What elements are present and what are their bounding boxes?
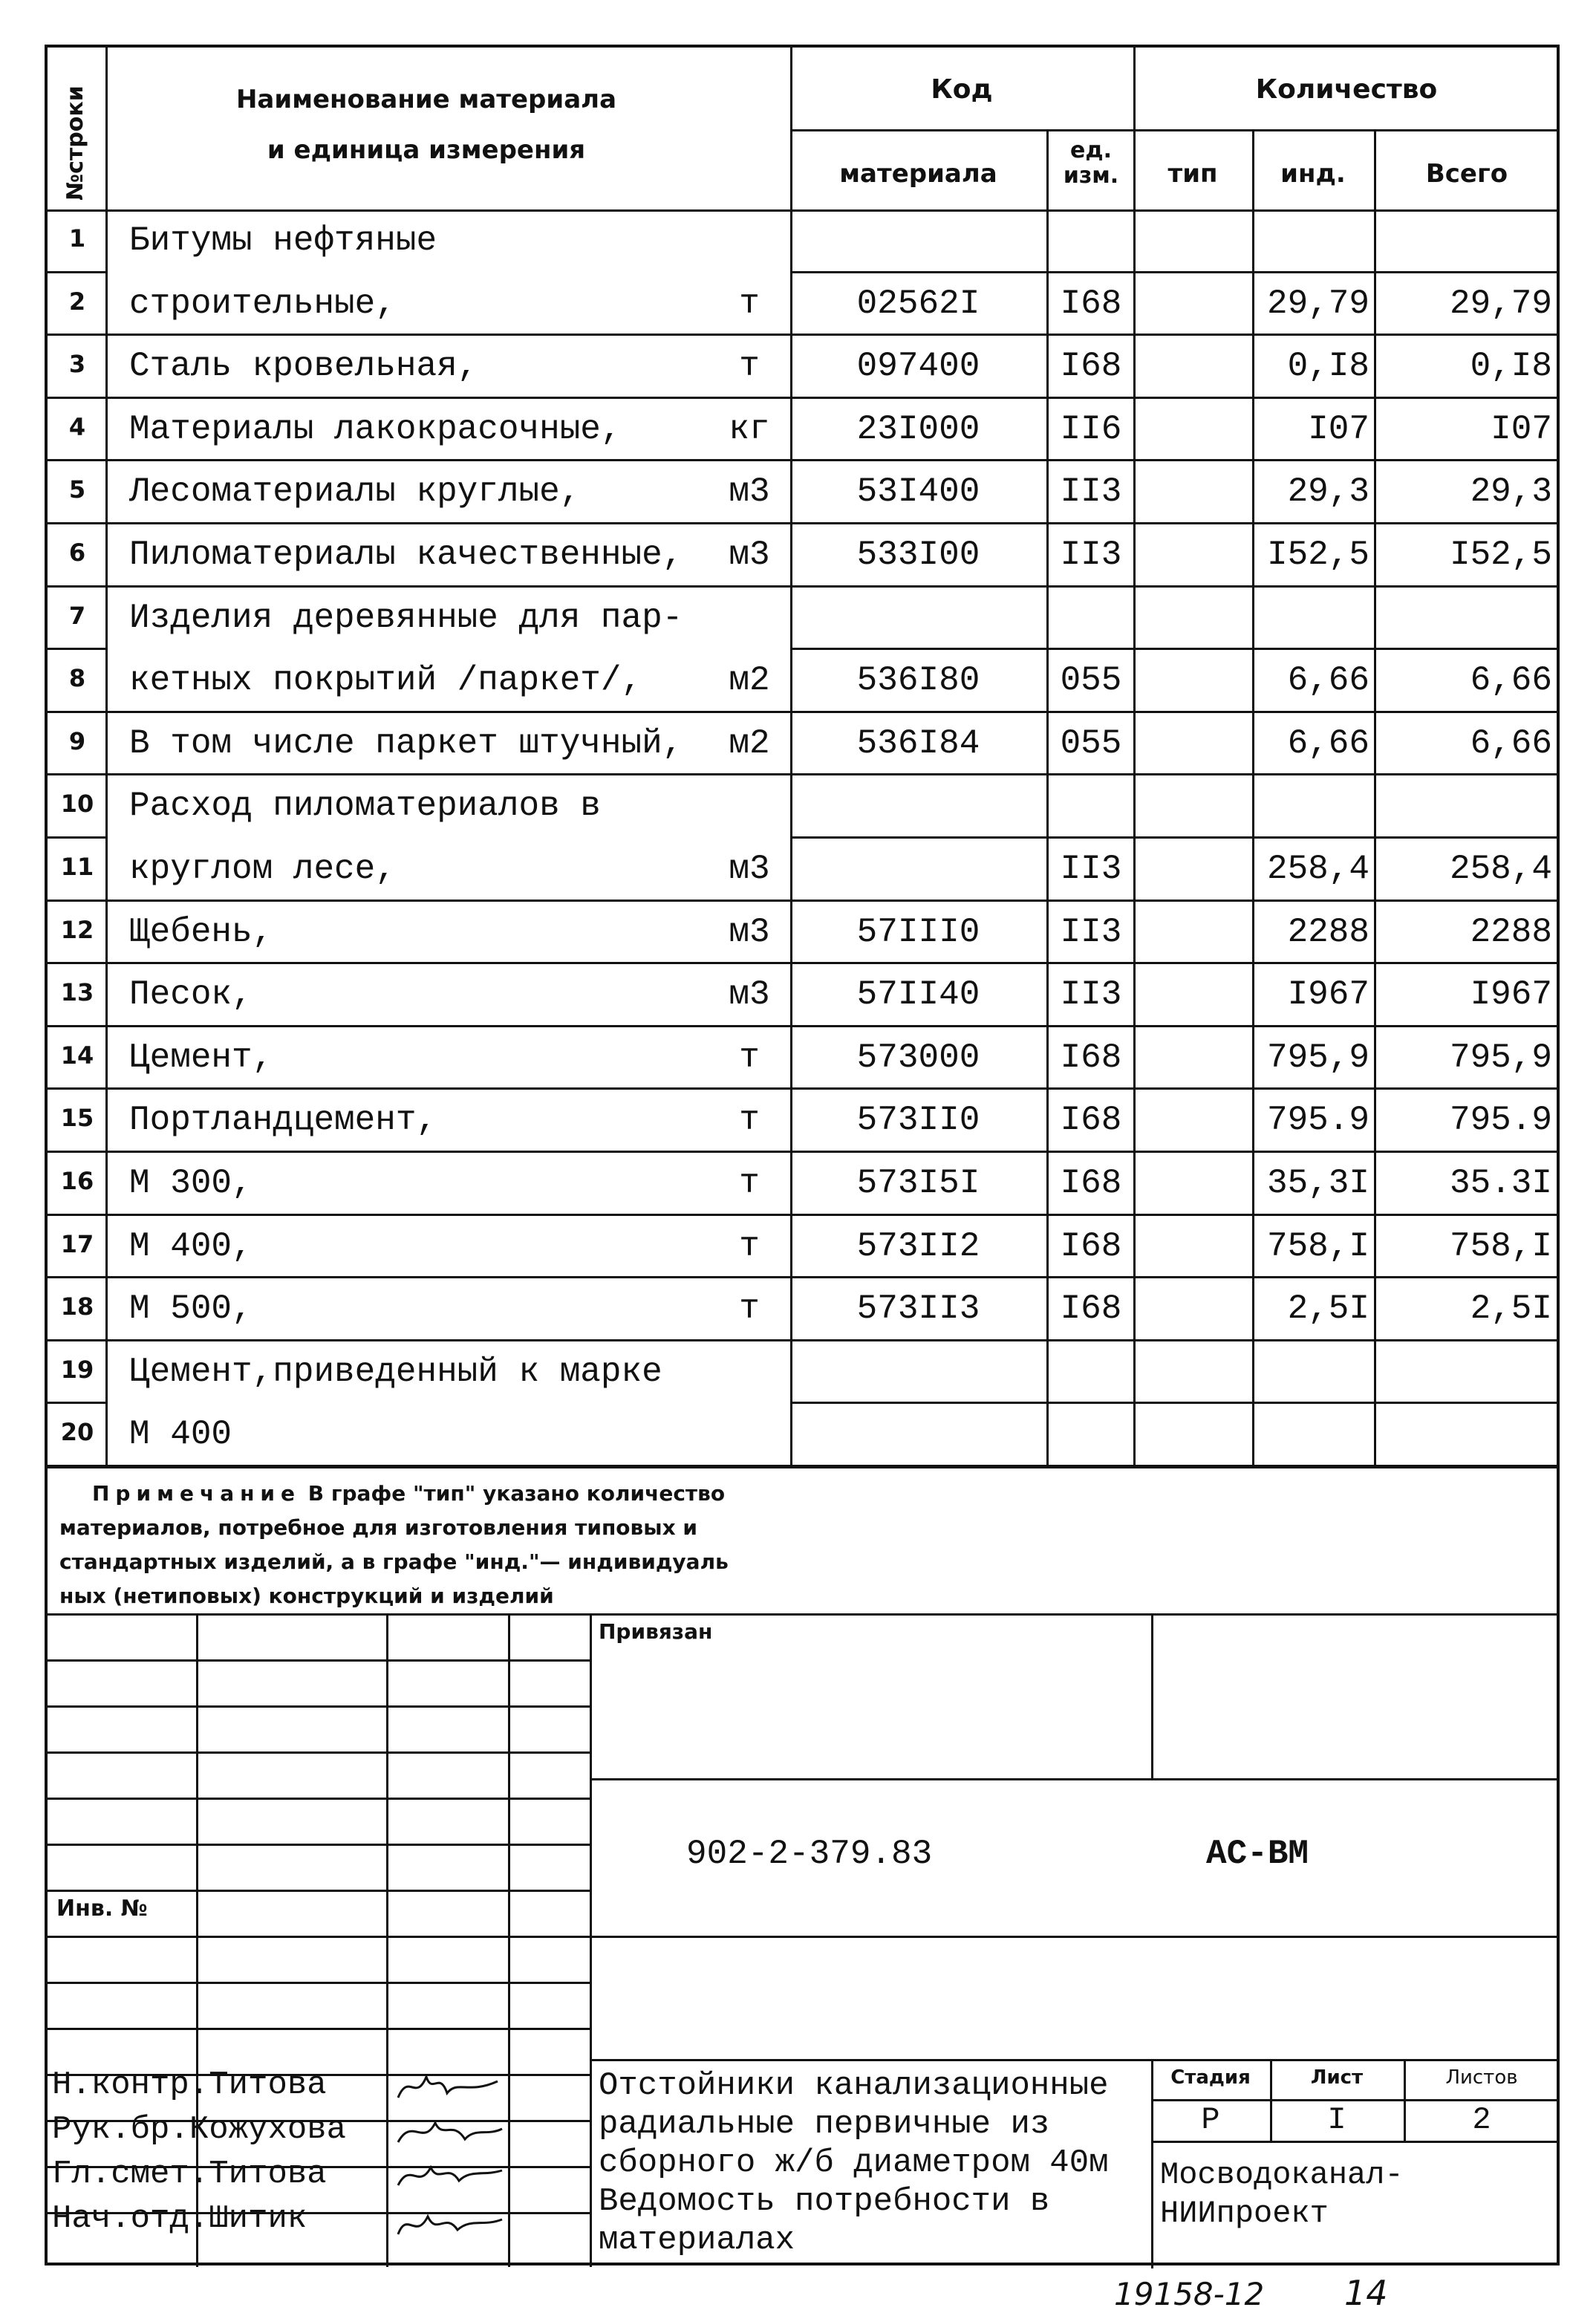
unit-code: II3 <box>1060 536 1122 574</box>
sheet-label: Лист <box>1310 2066 1364 2089</box>
sheets-value: 2 <box>1472 2102 1491 2138</box>
signer-2-name: Кожухова <box>189 2111 347 2148</box>
signer-3-role: Гл.смет. <box>52 2156 209 2193</box>
material-name: Песок, <box>129 975 253 1015</box>
row-number: 19 <box>60 1355 94 1384</box>
signer-4-name: Шитик <box>209 2200 307 2237</box>
table-bottom-line <box>48 1466 1560 1468</box>
unit-code: I68 <box>1060 1289 1122 1329</box>
material-code: 533I00 <box>856 536 980 574</box>
stamp-top-line <box>48 1613 1560 1616</box>
organization <box>1160 2156 1404 2233</box>
table-row <box>48 838 1560 901</box>
qty-individual: 2,5I <box>1287 1289 1369 1329</box>
signer-1-name: Титова <box>209 2066 327 2104</box>
row-number: 16 <box>60 1167 94 1195</box>
qty-individual: 795,9 <box>1266 1038 1369 1077</box>
stamp-stage-divider <box>1151 2099 1560 2101</box>
material-unit: т <box>739 1038 760 1077</box>
table-row <box>48 461 1560 524</box>
qty-individual: 6,66 <box>1287 723 1369 763</box>
table-row <box>48 775 1560 838</box>
qty-total: I52,5 <box>1449 536 1552 574</box>
row-number: 6 <box>68 539 86 567</box>
signer-1 <box>52 2066 327 2104</box>
qty-total: 795,9 <box>1449 1038 1552 1077</box>
qty-individual: 795.9 <box>1266 1101 1369 1140</box>
qty-individual: 29,3 <box>1287 472 1369 512</box>
unit-code: I68 <box>1060 1226 1122 1266</box>
material-unit: т <box>739 1289 760 1329</box>
material-name: М 300, <box>129 1164 253 1203</box>
material-code: 573II0 <box>856 1101 980 1140</box>
drawing-title-line4: Ведомость потребности в <box>599 2183 1050 2220</box>
row-number: 2 <box>68 287 86 316</box>
stamp-grid-row <box>48 1890 590 1892</box>
material-unit: м2 <box>729 723 770 763</box>
table-row <box>48 901 1560 964</box>
material-name: Цемент,приведенный к марке <box>129 1352 662 1391</box>
row-number: 17 <box>60 1229 94 1258</box>
stage-label: Стадия <box>1170 2066 1251 2089</box>
qty-total: 258,4 <box>1449 850 1552 888</box>
drawing-title-line2: радиальные первичные из <box>599 2106 1050 2143</box>
material-unit: м3 <box>729 536 770 574</box>
qty-individual: 758,I <box>1266 1226 1369 1266</box>
material-code: 02562I <box>856 284 980 323</box>
table-row <box>48 524 1560 587</box>
privyazan-label: Привязан <box>599 1619 713 1644</box>
stamp-title-top <box>590 2059 1560 2061</box>
stamp-org-top <box>1151 2141 1560 2143</box>
material-code: 57II40 <box>856 975 980 1015</box>
qty-individual: 29,79 <box>1266 284 1369 323</box>
table-row <box>48 273 1560 336</box>
material-name: М 400, <box>129 1226 253 1266</box>
qty-individual: I07 <box>1308 409 1369 449</box>
row-number: 3 <box>68 350 86 379</box>
stamp-code-top <box>590 1778 1560 1780</box>
stamp-col4 <box>590 1613 592 2267</box>
table-row <box>48 1215 1560 1278</box>
row-number: 12 <box>60 915 94 944</box>
material-code: 097400 <box>856 347 980 386</box>
organization-line2: НИИпроект <box>1160 2196 1329 2231</box>
stamp-grid-row <box>48 1659 590 1662</box>
unit-code: I68 <box>1060 347 1122 386</box>
header-qty-type: тип <box>1167 159 1218 189</box>
qty-total: 2,5I <box>1470 1289 1552 1329</box>
table-row <box>48 587 1560 650</box>
material-code: 573II2 <box>856 1226 980 1266</box>
header-divider <box>790 129 1560 131</box>
header-row-number: №строки <box>62 85 88 201</box>
material-code: 23I000 <box>856 409 980 449</box>
table-row <box>48 649 1560 712</box>
row-number: 14 <box>60 1041 94 1070</box>
note-line4: ных (нетиповых) конструкций и изделий <box>59 1584 554 1608</box>
signature-marks <box>394 2065 505 2258</box>
material-unit: м3 <box>729 472 770 512</box>
header-name-line2: и единица измерения <box>267 135 586 165</box>
row-number: 5 <box>68 475 86 504</box>
signer-4-role: Нач.отд. <box>52 2200 209 2237</box>
material-unit: м3 <box>729 912 770 952</box>
signer-2 <box>52 2111 346 2148</box>
material-code: 573I5I <box>856 1164 980 1203</box>
material-name: кетных покрытий /паркет/, <box>129 661 642 700</box>
header-code-material: материала <box>839 159 997 189</box>
drawing-title <box>599 2066 1109 2260</box>
qty-individual: I52,5 <box>1266 536 1369 574</box>
qty-individual: 2288 <box>1287 912 1369 952</box>
row-number: 11 <box>60 853 94 881</box>
material-name: Портландцемент, <box>129 1101 437 1140</box>
material-name: Расход пиломатериалов в <box>129 787 601 826</box>
signer-3 <box>52 2156 327 2193</box>
stamp-code-bottom <box>590 1936 1560 1938</box>
page-number: 14 <box>1344 2273 1388 2313</box>
material-code: 53I400 <box>856 472 980 512</box>
material-name: Сталь кровельная, <box>129 347 478 386</box>
qty-total: 29,3 <box>1470 472 1552 512</box>
unit-code: I68 <box>1060 1038 1122 1077</box>
qty-total: 35.3I <box>1449 1164 1552 1203</box>
archive-number: 19158-12 <box>1114 2276 1265 2312</box>
material-name: Цемент, <box>129 1038 273 1077</box>
signer-2-role: Рук.бр. <box>52 2111 189 2148</box>
qty-total: 6,66 <box>1470 723 1552 763</box>
row-number: 9 <box>68 726 86 755</box>
row-number: 1 <box>68 224 86 253</box>
drawing-title-line5: материалах <box>599 2222 795 2259</box>
material-name: круглом лесе, <box>129 850 396 888</box>
material-name: В том числе паркет штучный, <box>129 723 683 763</box>
unit-code: 055 <box>1060 723 1122 763</box>
sheet-value: I <box>1327 2102 1346 2138</box>
material-code: 573000 <box>856 1038 980 1077</box>
header-code-unit: ед. изм. <box>1063 137 1119 189</box>
signer-4 <box>52 2200 307 2237</box>
stage-value: Р <box>1201 2102 1220 2138</box>
material-unit: кг <box>729 409 770 449</box>
table-row <box>48 712 1560 775</box>
qty-individual: 258,4 <box>1266 850 1369 888</box>
material-name: М 500, <box>129 1289 253 1329</box>
material-unit: м3 <box>729 975 770 1015</box>
qty-total: 758,I <box>1449 1226 1552 1266</box>
qty-total: I07 <box>1491 409 1552 449</box>
unit-code: II3 <box>1060 472 1122 512</box>
qty-total: 6,66 <box>1470 661 1552 700</box>
row-number: 8 <box>68 664 86 693</box>
table-row <box>48 398 1560 461</box>
stamp-stage-col <box>1151 2059 1153 2268</box>
stamp-col2 <box>386 1613 388 2267</box>
row-number: 7 <box>68 601 86 630</box>
stamp-grid-row <box>48 2028 590 2030</box>
stamp-grid-row <box>48 1705 590 1708</box>
stamp-grid-row <box>48 1936 590 1938</box>
document-code: 902-2-379.83 <box>686 1835 933 1873</box>
unit-code: I68 <box>1060 1164 1122 1203</box>
document-sheet <box>45 45 1560 2265</box>
qty-individual: 6,66 <box>1287 661 1369 700</box>
qty-total: 2288 <box>1470 912 1552 952</box>
note-text1: В графе "тип" указано количество <box>307 1481 726 1506</box>
qty-total: I967 <box>1470 975 1552 1015</box>
stamp-col3 <box>508 1613 510 2267</box>
unit-code: I68 <box>1060 1101 1122 1140</box>
note-title: Примечание <box>92 1481 302 1506</box>
material-name: Изделия деревянные для пар- <box>129 598 683 637</box>
material-code: 57III0 <box>856 912 980 952</box>
table-row <box>48 209 1560 273</box>
unit-code: II3 <box>1060 850 1122 888</box>
qty-individual: 35,3I <box>1266 1164 1369 1203</box>
table-row <box>48 1027 1560 1090</box>
signer-3-name: Титова <box>209 2156 327 2193</box>
unit-code: 055 <box>1060 661 1122 700</box>
material-name: Материалы лакокрасочные, <box>129 409 622 449</box>
table-row <box>48 1152 1560 1215</box>
qty-individual: 0,I8 <box>1287 347 1369 386</box>
unit-code: II3 <box>1060 975 1122 1015</box>
material-code: 536I80 <box>856 661 980 700</box>
note-line2: материалов, потребное для изготовления типовых и <box>59 1515 697 1540</box>
qty-total: 0,I8 <box>1470 347 1552 386</box>
material-name: Пиломатериалы качественные, <box>129 536 683 574</box>
document-mark: АС-ВМ <box>1206 1835 1309 1873</box>
unit-code: I68 <box>1060 284 1122 323</box>
drawing-title-line3: сборного ж/б диаметром 40м <box>599 2144 1109 2182</box>
stamp-grid-row <box>48 1844 590 1846</box>
signer-1-role: Н.контр. <box>52 2066 209 2104</box>
material-unit: т <box>739 1226 760 1266</box>
row-number: 10 <box>60 790 94 819</box>
note-line3: стандартных изделий, а в графе "инд."— индивидуаль <box>59 1549 729 1574</box>
qty-total: 795.9 <box>1449 1101 1552 1140</box>
table-row <box>48 1403 1560 1466</box>
material-unit: т <box>739 347 760 386</box>
inventory-number-label: Инв. № <box>56 1896 148 1922</box>
row-number: 15 <box>60 1104 94 1133</box>
table-row <box>48 1341 1560 1404</box>
stamp-grid-row <box>48 1982 590 1984</box>
material-name: М 400 <box>129 1415 232 1454</box>
header-quantity: Количество <box>1255 74 1438 105</box>
unit-code: II3 <box>1060 912 1122 952</box>
row-number: 20 <box>60 1418 94 1447</box>
stamp-grid-row <box>48 1798 590 1800</box>
material-name: Щебень, <box>129 912 273 952</box>
table-row <box>48 1089 1560 1152</box>
material-name: Битумы нефтяные <box>129 221 437 260</box>
material-unit: м3 <box>729 850 770 888</box>
unit-code: II6 <box>1060 409 1122 449</box>
row-number: 18 <box>60 1292 94 1321</box>
material-name: строительные, <box>129 284 396 323</box>
material-code: 573II3 <box>856 1289 980 1329</box>
qty-individual: I967 <box>1287 975 1369 1015</box>
material-unit: т <box>739 284 760 323</box>
sheets-label: Листов <box>1445 2066 1518 2089</box>
material-unit: т <box>739 1101 760 1140</box>
header-qty-ind: инд. <box>1280 159 1346 189</box>
header-qty-total: Всего <box>1425 159 1508 189</box>
material-unit: м2 <box>729 661 770 700</box>
material-name: Лесоматериалы круглые, <box>129 472 581 512</box>
header-code: Код <box>931 74 993 105</box>
material-unit: т <box>739 1164 760 1203</box>
note-line1 <box>92 1481 725 1506</box>
organization-line1: Мосводоканал- <box>1160 2157 1404 2193</box>
stamp-grid-row <box>48 1751 590 1754</box>
qty-total: 29,79 <box>1449 284 1552 323</box>
table-row <box>48 963 1560 1027</box>
table-row <box>48 335 1560 398</box>
row-number: 13 <box>60 978 94 1007</box>
table-row <box>48 1278 1560 1341</box>
material-code: 536I84 <box>856 723 980 763</box>
header-name-line1: Наименование материала <box>235 85 617 114</box>
row-number: 4 <box>68 412 86 441</box>
drawing-title-line1: Отстойники канализационные <box>599 2067 1109 2104</box>
stamp-right-col <box>1151 1613 1153 1778</box>
